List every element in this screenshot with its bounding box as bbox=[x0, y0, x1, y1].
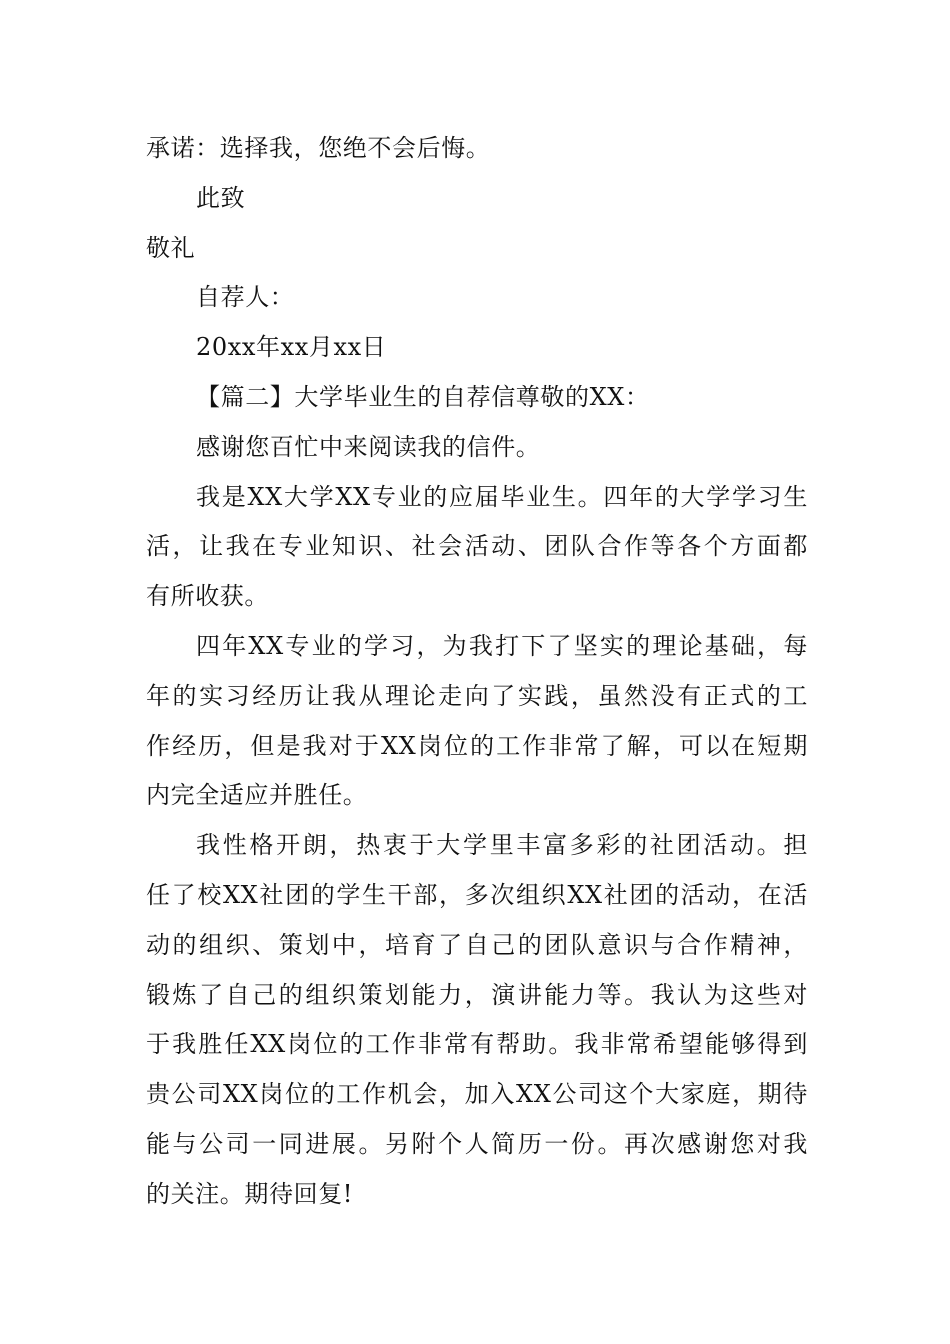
paragraph-line: 贵公司XX岗位的工作机会，加入XX公司这个大家庭，期待 bbox=[146, 1080, 808, 1109]
paragraph-line: 有所收获。 bbox=[146, 582, 269, 611]
paragraph-line: 年的实习经历让我从理论走向了实践，虽然没有正式的工 bbox=[146, 681, 808, 710]
paragraph-2 bbox=[146, 622, 808, 821]
document-body bbox=[146, 124, 808, 1220]
letter2-heading: 【篇二】大学毕业生的自荐信尊敬的XX： bbox=[196, 382, 650, 411]
paragraph-3 bbox=[146, 821, 808, 1219]
paragraph-line: 任了校XX社团的学生干部，多次组织XX社团的活动，在活 bbox=[146, 880, 808, 909]
salutation-line: 此致 bbox=[196, 183, 246, 212]
paragraph-line: 活，让我在专业知识、社会活动、团队合作等各个方面都 bbox=[146, 532, 808, 561]
paragraph-line: 锻炼了自己的组织策划能力，演讲能力等。我认为这些对 bbox=[146, 980, 808, 1009]
paragraph-line: 能与公司一同进展。另附个人简历一份。再次感谢您对我 bbox=[146, 1129, 808, 1158]
paragraph-line: 作经历，但是我对于XX岗位的工作非常了解，可以在短期 bbox=[146, 731, 808, 760]
paragraph-line: 动的组织、策划中，培育了自己的团队意识与合作精神， bbox=[146, 930, 808, 959]
promise-line: 承诺：选择我，您绝不会后悔。 bbox=[146, 134, 491, 162]
paragraph-line: 我性格开朗，热衷于大学里丰富多彩的社团活动。担 bbox=[196, 831, 808, 860]
paragraph-line: 内完全适应并胜任。 bbox=[146, 781, 368, 810]
date-line: 20xx年xx月xx日 bbox=[196, 333, 387, 362]
thanks-line: 感谢您百忙中来阅读我的信件。 bbox=[196, 432, 541, 461]
paragraph-line: 于我胜任XX岗位的工作非常有帮助。我非常希望能够得到 bbox=[146, 1030, 808, 1059]
paragraph-line: 我是XX大学XX专业的应届毕业生。四年的大学学习生 bbox=[196, 482, 808, 511]
paragraph-line: 的关注。期待回复! bbox=[146, 1179, 354, 1208]
regards-line: 敬礼 bbox=[146, 233, 196, 262]
signer-line: 自荐人： bbox=[196, 283, 295, 312]
paragraph-line: 四年XX专业的学习，为我打下了坚实的理论基础，每 bbox=[196, 631, 808, 660]
paragraph-1 bbox=[146, 473, 808, 622]
